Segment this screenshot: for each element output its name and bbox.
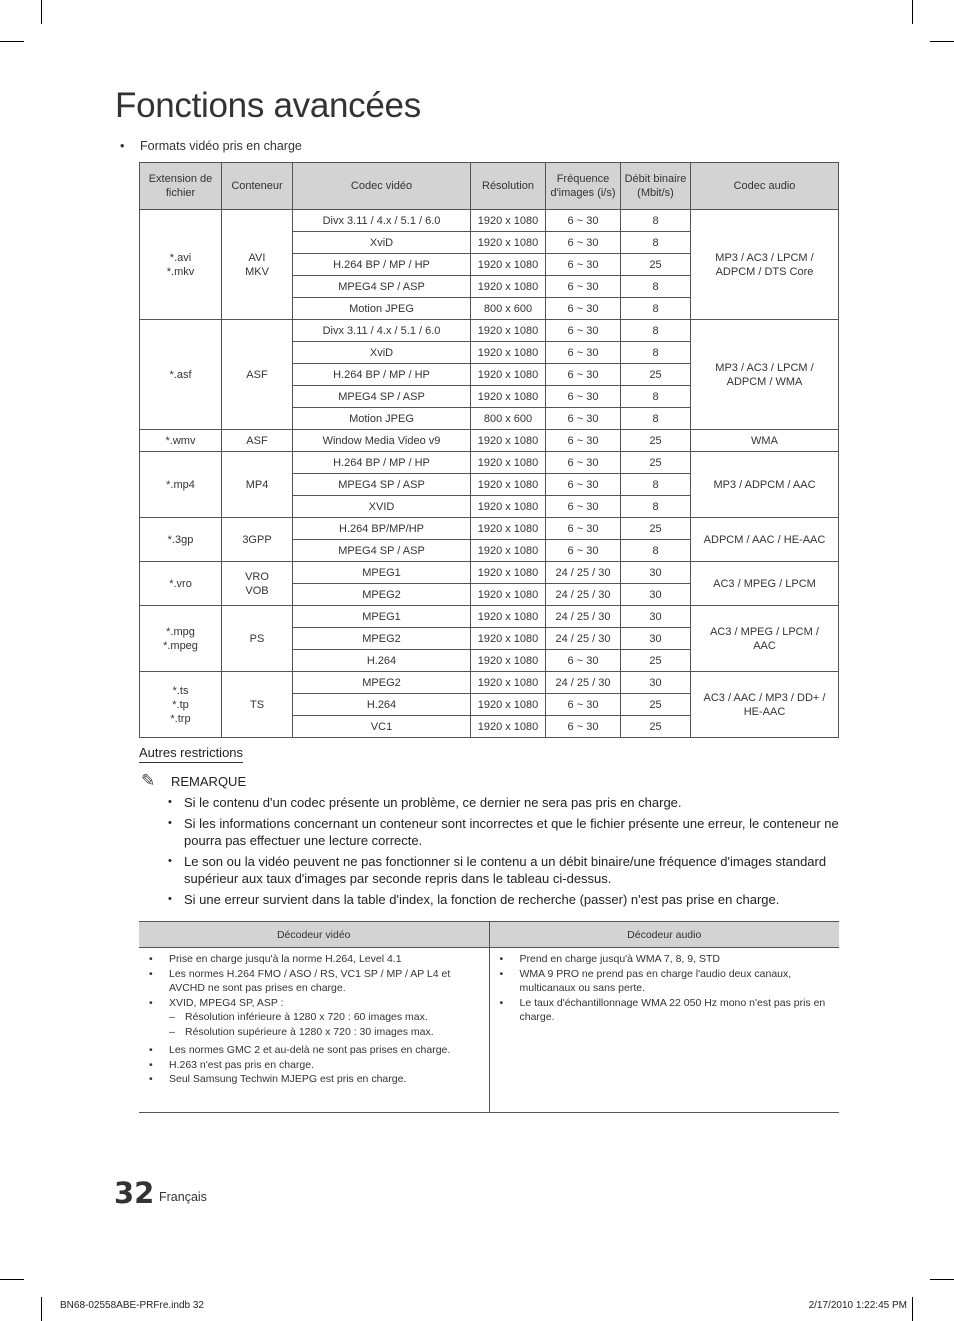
resolution-cell: 1920 x 1080 bbox=[471, 584, 546, 606]
bitrate-cell: 25 bbox=[621, 452, 691, 474]
video-codec-cell: MPEG1 bbox=[293, 562, 471, 584]
bitrate-cell: 8 bbox=[621, 298, 691, 320]
frame-rate-cell: 6 ~ 30 bbox=[546, 386, 621, 408]
audio-codec-cell: MP3 / AC3 / LPCM / ADPCM / DTS Core bbox=[691, 210, 839, 320]
extension-cell: *.asf bbox=[140, 320, 222, 430]
table-body bbox=[140, 210, 839, 738]
list-item: • Le taux d'échantillonnage WMA 22 050 Hz mono n'est pas pris en charge. bbox=[490, 996, 840, 1025]
bitrate-cell: 30 bbox=[621, 584, 691, 606]
decoder-header-row bbox=[139, 922, 839, 948]
video-formats-table bbox=[139, 162, 839, 738]
video-decoder-cell bbox=[139, 948, 489, 1113]
video-codec-cell: H.264 BP / MP / HP bbox=[293, 364, 471, 386]
crop-mark bbox=[41, 0, 42, 24]
list-item: • Seul Samsung Techwin MJEPG est pris en charge. bbox=[139, 1072, 489, 1087]
bitrate-cell: 8 bbox=[621, 232, 691, 254]
bitrate-cell: 8 bbox=[621, 210, 691, 232]
header-audio-codec: Codec audio bbox=[691, 163, 839, 210]
video-codec-cell: MPEG2 bbox=[293, 672, 471, 694]
video-codec-cell: H.264 bbox=[293, 650, 471, 672]
note-heading bbox=[141, 771, 246, 791]
list-item: • Prise en charge jusqu'à la norme H.264, Level 4.1 bbox=[139, 952, 489, 967]
table-row bbox=[140, 518, 839, 540]
video-codec-cell: H.264 bbox=[293, 694, 471, 716]
header-extension: Extension de fichier bbox=[140, 163, 222, 210]
video-codec-cell: VC1 bbox=[293, 716, 471, 738]
extension-cell: *.mpg *.mpeg bbox=[140, 606, 222, 672]
frame-rate-cell: 6 ~ 30 bbox=[546, 540, 621, 562]
frame-rate-cell: 24 / 25 / 30 bbox=[546, 562, 621, 584]
video-codec-cell: H.264 BP / MP / HP bbox=[293, 452, 471, 474]
print-file-info: BN68-02558ABE-PRFre.indb 32 bbox=[60, 1300, 204, 1311]
decoder-row bbox=[139, 948, 839, 1113]
frame-rate-cell: 6 ~ 30 bbox=[546, 650, 621, 672]
video-codec-cell: H.264 BP / MP / HP bbox=[293, 254, 471, 276]
audio-codec-cell: AC3 / MPEG / LPCM / AAC bbox=[691, 606, 839, 672]
bitrate-cell: 25 bbox=[621, 694, 691, 716]
resolution-cell: 1920 x 1080 bbox=[471, 562, 546, 584]
video-codec-cell: MPEG4 SP / ASP bbox=[293, 474, 471, 496]
list-item: • Si une erreur survient dans la table d'index, la fonction de recherche (passer) n'est pas prise en charge. bbox=[168, 891, 848, 908]
frame-rate-cell: 6 ~ 30 bbox=[546, 694, 621, 716]
resolution-cell: 1920 x 1080 bbox=[471, 342, 546, 364]
header-container: Conteneur bbox=[222, 163, 293, 210]
audio-codec-cell: MP3 / ADPCM / AAC bbox=[691, 452, 839, 518]
frame-rate-cell: 6 ~ 30 bbox=[546, 298, 621, 320]
video-codec-cell: Divx 3.11 / 4.x / 5.1 / 6.0 bbox=[293, 320, 471, 342]
frame-rate-cell: 6 ~ 30 bbox=[546, 452, 621, 474]
resolution-cell: 800 x 600 bbox=[471, 408, 546, 430]
crop-mark bbox=[930, 1279, 954, 1280]
bitrate-cell: 25 bbox=[621, 430, 691, 452]
resolution-cell: 1920 x 1080 bbox=[471, 540, 546, 562]
resolution-cell: 1920 x 1080 bbox=[471, 364, 546, 386]
list-item: • Si le contenu d'un codec présente un problème, ce dernier ne sera pas pris en charge. bbox=[168, 794, 848, 811]
video-codec-cell: Divx 3.11 / 4.x / 5.1 / 6.0 bbox=[293, 210, 471, 232]
table-header-row bbox=[140, 163, 839, 210]
bitrate-cell: 25 bbox=[621, 650, 691, 672]
bitrate-cell: 8 bbox=[621, 540, 691, 562]
header-resolution: Résolution bbox=[471, 163, 546, 210]
resolution-cell: 1920 x 1080 bbox=[471, 452, 546, 474]
resolution-cell: 1920 x 1080 bbox=[471, 474, 546, 496]
frame-rate-cell: 6 ~ 30 bbox=[546, 276, 621, 298]
bitrate-cell: 30 bbox=[621, 628, 691, 650]
frame-rate-cell: 6 ~ 30 bbox=[546, 496, 621, 518]
resolution-cell: 1920 x 1080 bbox=[471, 254, 546, 276]
crop-mark bbox=[0, 1279, 24, 1280]
resolution-cell: 1920 x 1080 bbox=[471, 628, 546, 650]
extension-cell: *.3gp bbox=[140, 518, 222, 562]
audio-codec-cell: WMA bbox=[691, 430, 839, 452]
list-item: – Résolution supérieure à 1280 x 720 : 30 images max. bbox=[139, 1025, 489, 1040]
frame-rate-cell: 6 ~ 30 bbox=[546, 210, 621, 232]
frame-rate-cell: 6 ~ 30 bbox=[546, 320, 621, 342]
list-item: – Résolution inférieure à 1280 x 720 : 60 images max. bbox=[139, 1010, 489, 1025]
extension-cell: *.avi *.mkv bbox=[140, 210, 222, 320]
resolution-cell: 1920 x 1080 bbox=[471, 320, 546, 342]
table-row bbox=[140, 320, 839, 342]
frame-rate-cell: 24 / 25 / 30 bbox=[546, 606, 621, 628]
header-audio-decoder: Décodeur audio bbox=[489, 922, 839, 948]
resolution-cell: 1920 x 1080 bbox=[471, 716, 546, 738]
frame-rate-cell: 6 ~ 30 bbox=[546, 254, 621, 276]
video-codec-cell: MPEG2 bbox=[293, 584, 471, 606]
bitrate-cell: 8 bbox=[621, 320, 691, 342]
frame-rate-cell: 6 ~ 30 bbox=[546, 518, 621, 540]
frame-rate-cell: 6 ~ 30 bbox=[546, 716, 621, 738]
header-video-codec: Codec vidéo bbox=[293, 163, 471, 210]
audio-codec-cell: AC3 / AAC / MP3 / DD+ / HE-AAC bbox=[691, 672, 839, 738]
video-codec-cell: MPEG4 SP / ASP bbox=[293, 386, 471, 408]
page-title: Fonctions avancées bbox=[115, 86, 421, 125]
crop-mark bbox=[912, 0, 913, 24]
extension-cell: *.ts *.tp *.trp bbox=[140, 672, 222, 738]
bitrate-cell: 30 bbox=[621, 606, 691, 628]
list-item: • Les normes GMC 2 et au-delà ne sont pas prises en charge. bbox=[139, 1043, 489, 1058]
video-codec-cell: XVID bbox=[293, 496, 471, 518]
table-row bbox=[140, 452, 839, 474]
resolution-cell: 1920 x 1080 bbox=[471, 430, 546, 452]
list-item: • Le son ou la vidéo peuvent ne pas fonctionner si le contenu a un débit binaire/une fréquence d'images standard supérieur aux taux d'images par seconde repris dans le tableau ci-dessus. bbox=[168, 853, 848, 887]
crop-mark bbox=[41, 1297, 42, 1321]
decoder-table bbox=[139, 921, 839, 1113]
frame-rate-cell: 24 / 25 / 30 bbox=[546, 628, 621, 650]
crop-mark bbox=[0, 41, 24, 42]
bitrate-cell: 25 bbox=[621, 254, 691, 276]
frame-rate-cell: 6 ~ 30 bbox=[546, 232, 621, 254]
resolution-cell: 800 x 600 bbox=[471, 298, 546, 320]
frame-rate-cell: 6 ~ 30 bbox=[546, 342, 621, 364]
header-frame-rate: Fréquence d'images (i/s) bbox=[546, 163, 621, 210]
resolution-cell: 1920 x 1080 bbox=[471, 650, 546, 672]
container-cell: 3GPP bbox=[222, 518, 293, 562]
video-codec-cell: Motion JPEG bbox=[293, 298, 471, 320]
resolution-cell: 1920 x 1080 bbox=[471, 210, 546, 232]
bitrate-cell: 8 bbox=[621, 408, 691, 430]
header-video-decoder: Décodeur vidéo bbox=[139, 922, 489, 948]
crop-mark bbox=[930, 41, 954, 42]
bitrate-cell: 8 bbox=[621, 342, 691, 364]
resolution-cell: 1920 x 1080 bbox=[471, 518, 546, 540]
bitrate-cell: 8 bbox=[621, 276, 691, 298]
bitrate-cell: 25 bbox=[621, 716, 691, 738]
table-row bbox=[140, 562, 839, 584]
video-decoder-list bbox=[139, 952, 489, 1087]
frame-rate-cell: 6 ~ 30 bbox=[546, 364, 621, 386]
page-number: 32 bbox=[114, 1176, 155, 1210]
header-bitrate: Débit binaire (Mbit/s) bbox=[621, 163, 691, 210]
video-codec-cell: MPEG2 bbox=[293, 628, 471, 650]
resolution-cell: 1920 x 1080 bbox=[471, 496, 546, 518]
resolution-cell: 1920 x 1080 bbox=[471, 672, 546, 694]
container-cell: AVI MKV bbox=[222, 210, 293, 320]
resolution-cell: 1920 x 1080 bbox=[471, 276, 546, 298]
frame-rate-cell: 6 ~ 30 bbox=[546, 474, 621, 496]
extension-cell: *.mp4 bbox=[140, 452, 222, 518]
crop-mark bbox=[912, 1297, 913, 1321]
container-cell: ASF bbox=[222, 320, 293, 430]
pencil-icon: ✎ bbox=[141, 771, 156, 790]
audio-codec-cell: AC3 / MPEG / LPCM bbox=[691, 562, 839, 606]
bitrate-cell: 30 bbox=[621, 562, 691, 584]
intro-bullet bbox=[120, 139, 302, 153]
audio-codec-cell: MP3 / AC3 / LPCM / ADPCM / WMA bbox=[691, 320, 839, 430]
list-item: • Les normes H.264 FMO / ASO / RS, VC1 SP / MP / AP L4 et AVCHD ne sont pas prises en charge. bbox=[139, 967, 489, 996]
resolution-cell: 1920 x 1080 bbox=[471, 606, 546, 628]
restrictions-title: Autres restrictions bbox=[139, 745, 243, 763]
table-row bbox=[140, 430, 839, 452]
list-item: • XVID, MPEG4 SP, ASP : bbox=[139, 996, 489, 1011]
video-codec-cell: MPEG4 SP / ASP bbox=[293, 540, 471, 562]
extension-cell: *.vro bbox=[140, 562, 222, 606]
container-cell: PS bbox=[222, 606, 293, 672]
video-codec-cell: MPEG4 SP / ASP bbox=[293, 276, 471, 298]
table-row bbox=[140, 210, 839, 232]
bitrate-cell: 8 bbox=[621, 386, 691, 408]
table-row bbox=[140, 606, 839, 628]
list-item: • Prend en charge jusqu'à WMA 7, 8, 9, STD bbox=[490, 952, 840, 967]
list-item: • H.263 n'est pas pris en charge. bbox=[139, 1058, 489, 1073]
video-codec-cell: Window Media Video v9 bbox=[293, 430, 471, 452]
audio-codec-cell: ADPCM / AAC / HE-AAC bbox=[691, 518, 839, 562]
video-codec-cell: H.264 BP/MP/HP bbox=[293, 518, 471, 540]
bitrate-cell: 25 bbox=[621, 518, 691, 540]
print-timestamp: 2/17/2010 1:22:45 PM bbox=[808, 1300, 907, 1311]
container-cell: ASF bbox=[222, 430, 293, 452]
page-language: Français bbox=[159, 1190, 207, 1204]
resolution-cell: 1920 x 1080 bbox=[471, 694, 546, 716]
audio-decoder-cell bbox=[489, 948, 839, 1113]
note-label: REMARQUE bbox=[171, 774, 247, 789]
notes-list bbox=[168, 794, 848, 912]
bitrate-cell: 25 bbox=[621, 364, 691, 386]
bitrate-cell: 8 bbox=[621, 474, 691, 496]
resolution-cell: 1920 x 1080 bbox=[471, 232, 546, 254]
list-item: • WMA 9 PRO ne prend pas en charge l'audio deux canaux, multicanaux ou sans perte. bbox=[490, 967, 840, 996]
container-cell: VRO VOB bbox=[222, 562, 293, 606]
container-cell: MP4 bbox=[222, 452, 293, 518]
video-codec-cell: XviD bbox=[293, 232, 471, 254]
video-codec-cell: XviD bbox=[293, 342, 471, 364]
container-cell: TS bbox=[222, 672, 293, 738]
video-codec-cell: Motion JPEG bbox=[293, 408, 471, 430]
video-codec-cell: MPEG1 bbox=[293, 606, 471, 628]
frame-rate-cell: 24 / 25 / 30 bbox=[546, 672, 621, 694]
bitrate-cell: 30 bbox=[621, 672, 691, 694]
extension-cell: *.wmv bbox=[140, 430, 222, 452]
bullet-icon: • bbox=[120, 139, 125, 153]
frame-rate-cell: 24 / 25 / 30 bbox=[546, 584, 621, 606]
table-row bbox=[140, 672, 839, 694]
frame-rate-cell: 6 ~ 30 bbox=[546, 408, 621, 430]
audio-decoder-list bbox=[490, 952, 840, 1025]
intro-text: Formats vidéo pris en charge bbox=[140, 139, 302, 153]
resolution-cell: 1920 x 1080 bbox=[471, 386, 546, 408]
bitrate-cell: 8 bbox=[621, 496, 691, 518]
list-item: • Si les informations concernant un conteneur sont incorrectes et que le fichier présente une erreur, le conteneur ne pourra pas effectuer une lecture correcte. bbox=[168, 815, 848, 849]
frame-rate-cell: 6 ~ 30 bbox=[546, 430, 621, 452]
